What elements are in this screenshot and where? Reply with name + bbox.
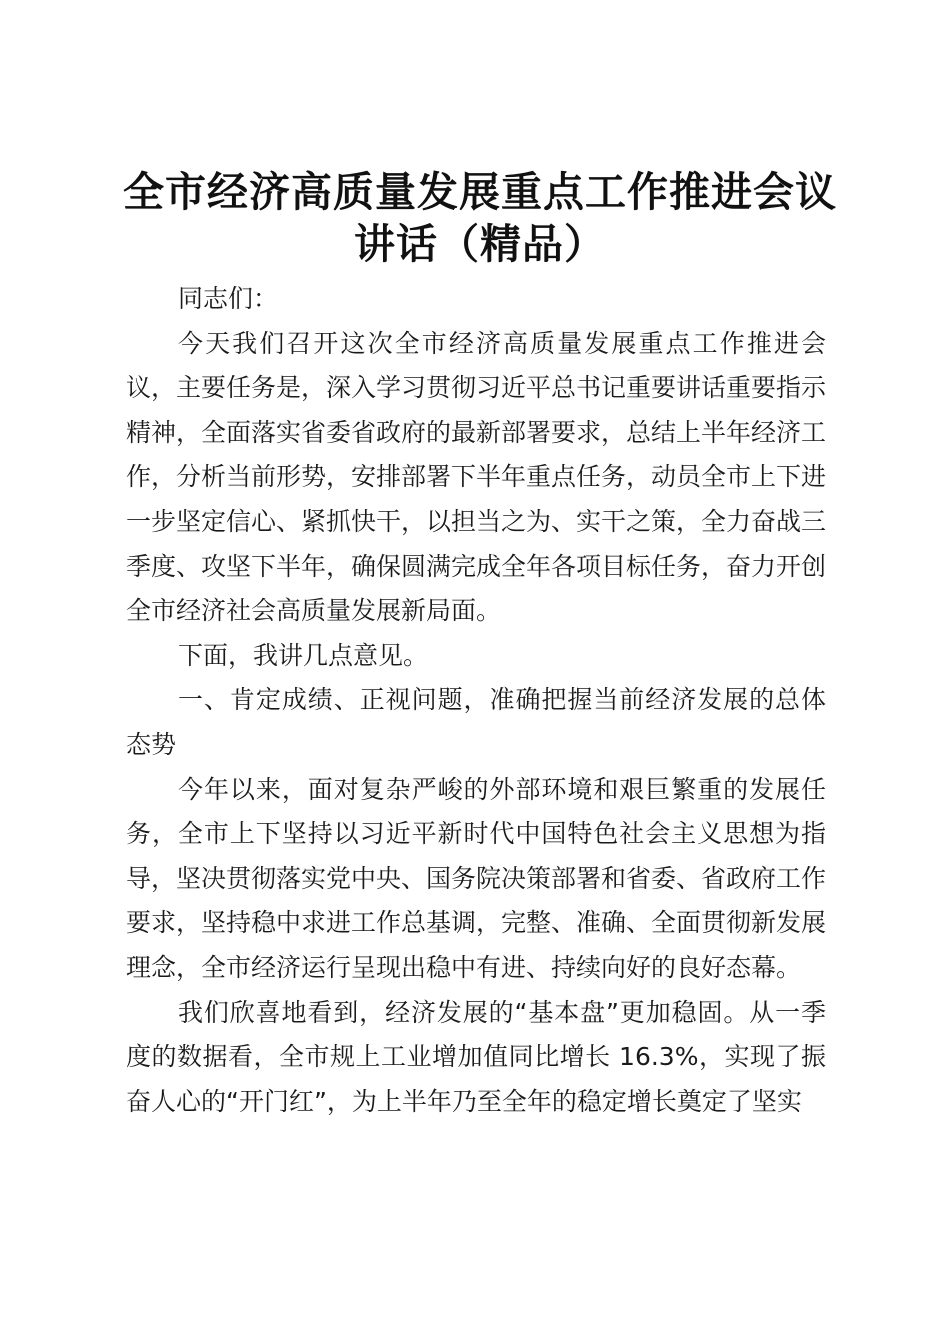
- title-line-2: 讲话（精品）: [354, 220, 606, 268]
- section-1-paragraph-2: 我们欣喜地看到，经济发展的“基本盘”更加稳固。从一季度的数据看，全市规上工业增加值同比增长 16.3%，实现了振奋人心的“开门红”，为上半年乃至全年的稳定增长奠定了坚实: [126, 997, 826, 1116]
- title-line-1: 全市经济高质量发展重点工作推进会议: [123, 168, 837, 216]
- intro-paragraph: 今天我们召开这次全市经济高质量发展重点工作推进会议，主要任务是，深入学习贯彻习近平总书记重要讲话重要指示精神，全面落实省委省政府的最新部署要求，总结上半年经济工作，分析当前形势，安排部署下半年重点任务，动员全市上下进一步坚定信心、紧抓快干，以担当之为、实干之策，全力奋战三季度、攻坚下半年，确保圆满完成全年各项目标任务，奋力开创全市经济社会高质量发展新局面。: [126, 328, 827, 626]
- transition-paragraph: 下面，我讲几点意见。: [178, 640, 429, 670]
- section-heading-1: 一、肯定成绩、正视问题，准确把握当前经济发展的总体态势: [126, 685, 826, 759]
- document-title: [110, 166, 850, 270]
- section-1-paragraph-1: 今年以来，面对复杂严峻的外部环境和艰巨繁重的发展任务，全市上下坚持以习近平新时代中国特色社会主义思想为指导，坚决贯彻落实党中央、国务院决策部署和省委、省政府工作要求，坚持稳中求进工作总基调，完整、准确、全面贯彻新发展理念，全市经济运行呈现出稳中有进、持续向好的良好态幕。: [126, 774, 827, 982]
- salutation: 同志们：: [178, 284, 279, 313]
- document-body: [126, 277, 826, 1124]
